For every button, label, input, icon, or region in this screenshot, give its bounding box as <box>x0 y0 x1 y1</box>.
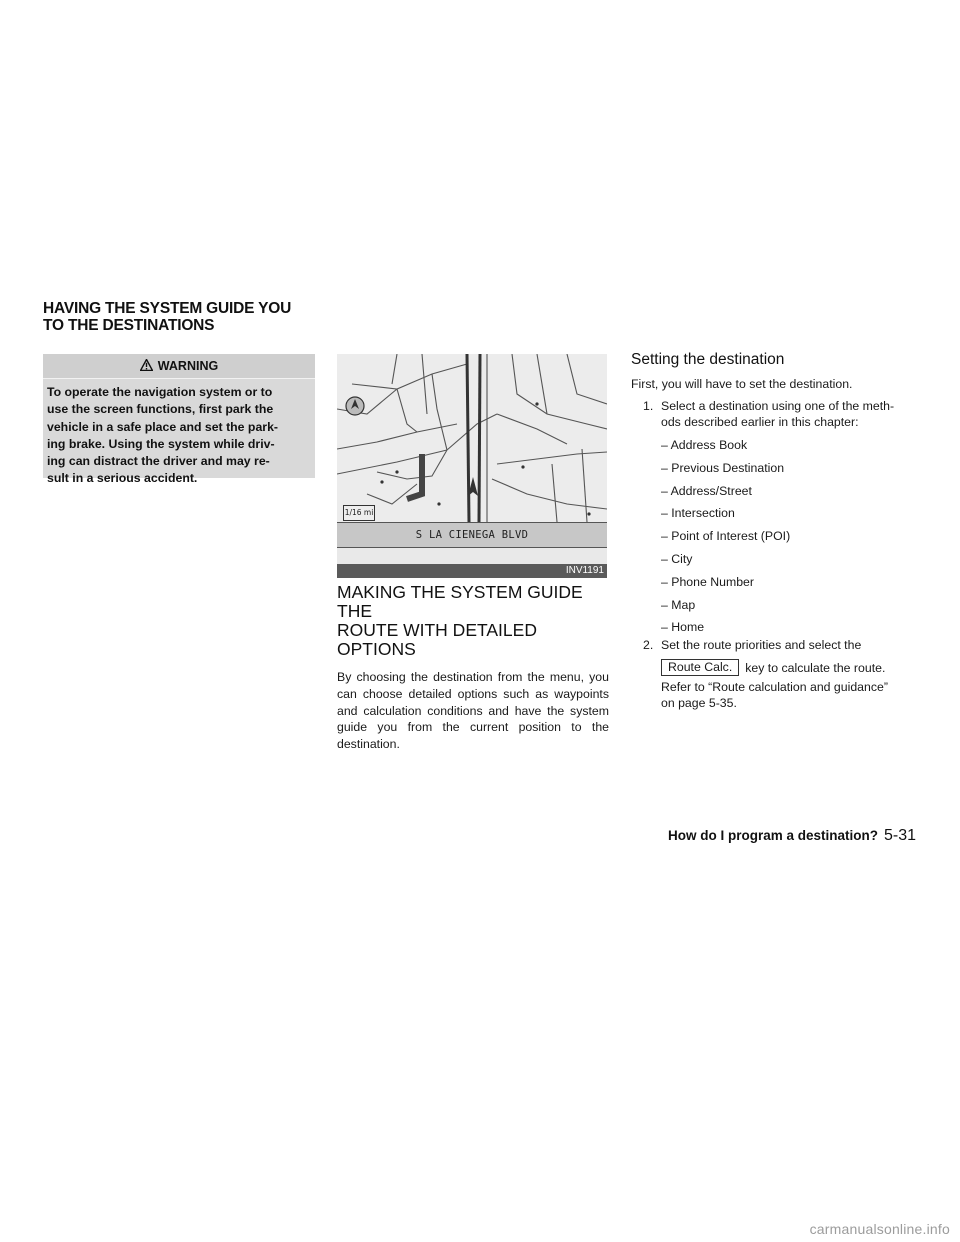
section-body: By choosing the destination from the menu, you can choose detailed options such as waypoints and calculation conditions and have the system guide you from the current position to the destination. <box>337 670 609 752</box>
subsection-heading: Setting the destination <box>631 351 785 368</box>
setting-destination-section <box>631 350 916 711</box>
section-title <box>43 300 363 334</box>
warning-line: ing can distract the driver and may re- <box>47 454 270 469</box>
warning-box <box>43 354 315 486</box>
list-item: – Intersection <box>661 506 735 521</box>
section-heading-line-1: MAKING THE SYSTEM GUIDE THE <box>337 582 583 621</box>
list-item: – Point of Interest (POI) <box>661 529 791 544</box>
warning-text <box>43 379 315 488</box>
section-heading-line-2: ROUTE WITH DETAILED OPTIONS <box>337 620 537 659</box>
figure-id: INV1191 <box>337 564 607 578</box>
watermark: carmanualsonline.info <box>809 1221 950 1237</box>
warning-line: To operate the navigation system or to <box>47 385 273 399</box>
section-title-line-1: HAVING THE SYSTEM GUIDE YOU <box>43 300 292 317</box>
step-1 <box>631 398 916 430</box>
page-number: 5-31 <box>883 827 916 844</box>
warning-heading: WARNING <box>157 359 219 373</box>
list-item: – Address/Street <box>661 483 752 498</box>
section-heading <box>337 583 609 659</box>
list-item: – City <box>661 551 693 566</box>
list-item: – Phone Number <box>661 574 754 589</box>
list-item: – Address Book <box>661 438 748 452</box>
warning-line: vehicle in a safe place and set the park- <box>47 419 279 434</box>
warning-line: ing brake. Using the system while driv- <box>47 436 275 451</box>
navigation-map-figure <box>337 354 607 578</box>
step-line: Set the route priorities and select the <box>661 638 862 653</box>
chapter-title: How do I program a destination? <box>667 828 878 843</box>
step-2 <box>631 637 916 711</box>
page-footer <box>631 827 916 845</box>
step-number: 2. <box>643 638 654 653</box>
reference-text <box>661 679 916 711</box>
step-number: 1. <box>643 399 654 413</box>
detailed-options-section <box>337 583 609 753</box>
key-line <box>661 659 916 676</box>
section-title-line-2: TO THE DESTINATIONS <box>43 317 215 334</box>
warning-header <box>43 354 315 379</box>
warning-triangle-icon <box>140 359 153 374</box>
step-line: Select a destination using one of the meth- <box>661 399 895 413</box>
reference-line: on page 5-35. <box>661 696 737 711</box>
list-item: – Map <box>661 597 696 612</box>
warning-line: sult in a serious accident. <box>47 471 198 486</box>
map-scale: 1/16 mi <box>343 505 375 521</box>
warning-line: use the screen functions, first park the <box>47 402 274 417</box>
street-name-bar: S LA CIENEGA BLVD <box>337 522 607 548</box>
route-calc-key[interactable]: Route Calc. <box>661 659 739 676</box>
reference-line: Refer to “Route calculation and guidance” <box>661 680 888 695</box>
step-line: ods described earlier in this chapter: <box>661 415 859 429</box>
key-suffix: key to calculate the route. <box>745 660 886 675</box>
list-item: – Home <box>661 620 705 635</box>
intro-text: First, you will have to set the destination. <box>631 377 853 391</box>
destination-methods-list <box>631 437 916 642</box>
list-item: – Previous Destination <box>661 460 785 475</box>
